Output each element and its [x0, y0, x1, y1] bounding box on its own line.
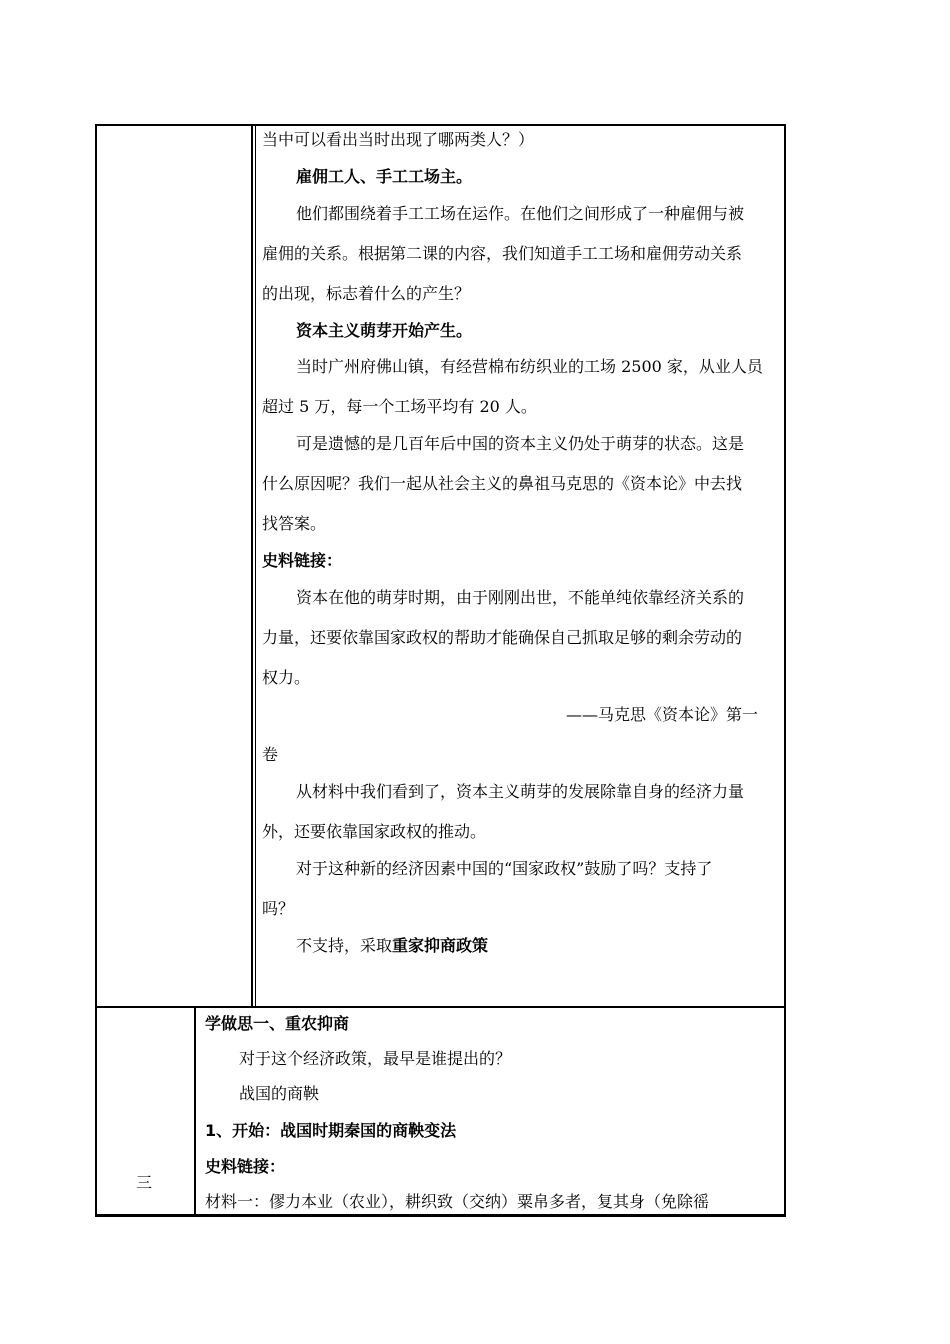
paragraph-line: 超过 5 万，每一个工场平均有 20 人。 — [262, 397, 537, 416]
table-border-left — [95, 124, 97, 1217]
citation: 卷 — [262, 745, 279, 764]
source-link-heading: 史料链接： — [205, 1157, 286, 1176]
paragraph-line: 他们都围绕着手工工场在运作。在他们之间形成了一种雇佣与被 — [296, 204, 745, 223]
paragraph-line: 可是遗憾的是几百年后中国的资本主义仍处于萌芽的状态。这是 — [296, 434, 745, 453]
table-border-right — [784, 124, 786, 1217]
quote-line: 资本在他的萌芽时期，由于刚刚出世，不能单纯依靠经济关系的 — [296, 588, 745, 607]
paragraph-line: 从材料中我们看到了，资本主义萌芽的发展除靠自身的经济力量 — [296, 782, 745, 801]
citation: ——马克思《资本论》第一 — [566, 705, 759, 724]
quote-line: 权力。 — [262, 668, 311, 687]
row-divider — [95, 1006, 786, 1008]
paragraph-line: 的出现，标志着什么的产生？ — [262, 284, 471, 303]
paragraph-line: 什么原因呢？我们一起从社会主义的鼻祖马克思的《资本论》中去找 — [262, 474, 743, 493]
column-divider-upper-inner — [255, 124, 256, 1008]
source-link-heading: 史料链接： — [262, 551, 343, 570]
answer-capitalism-sprouts: 资本主义萌芽开始产生。 — [296, 321, 473, 340]
subheading: 1、开始：战国时期秦国的商鞅变法 — [205, 1121, 457, 1140]
paragraph-line: 当时广州府佛山镇，有经营棉布纺织业的工场 2500 家，从业人员 — [296, 357, 763, 376]
table-border-bottom — [95, 1214, 786, 1217]
section-heading: 学做思一、重农抑商 — [205, 1014, 350, 1033]
paragraph-line: 对于这种新的经济因素中国的“国家政权”鼓励了吗？支持了 — [296, 859, 713, 878]
paragraph-line — [296, 935, 488, 957]
answer: 战国的商鞅 — [239, 1084, 320, 1103]
quote-line: 力量，还要依靠国家政权的帮助才能确保自己抓取足够的剩余劳动的 — [262, 628, 743, 647]
paragraph-line: 找答案。 — [262, 514, 327, 533]
answer-hired-workers: 雇佣工人、手工工场主。 — [296, 167, 473, 186]
material-line: 材料一：僇力本业（农业），耕织致（交纳）粟帛多者，复其身（免除徭 — [205, 1192, 710, 1211]
paragraph-line: 雇佣的关系。根据第二课的内容，我们知道手工工场和雇佣劳动关系 — [262, 244, 743, 263]
column-divider-upper — [251, 124, 253, 1008]
policy-name: 重家抑商政策 — [392, 936, 489, 955]
section-number: 三 — [136, 1173, 153, 1192]
question: 对于这个经济政策，最早是谁提出的？ — [239, 1049, 512, 1068]
paragraph-line: 吗？ — [262, 899, 295, 918]
column-divider-lower — [194, 1006, 196, 1217]
paragraph-line: 外，还要依靠国家政权的推动。 — [262, 822, 487, 841]
paragraph-line: 当中可以看出当时出现了哪两类人？） — [262, 130, 535, 149]
table-border-top — [95, 124, 786, 126]
answer-prefix: 不支持，采取 — [296, 936, 393, 955]
